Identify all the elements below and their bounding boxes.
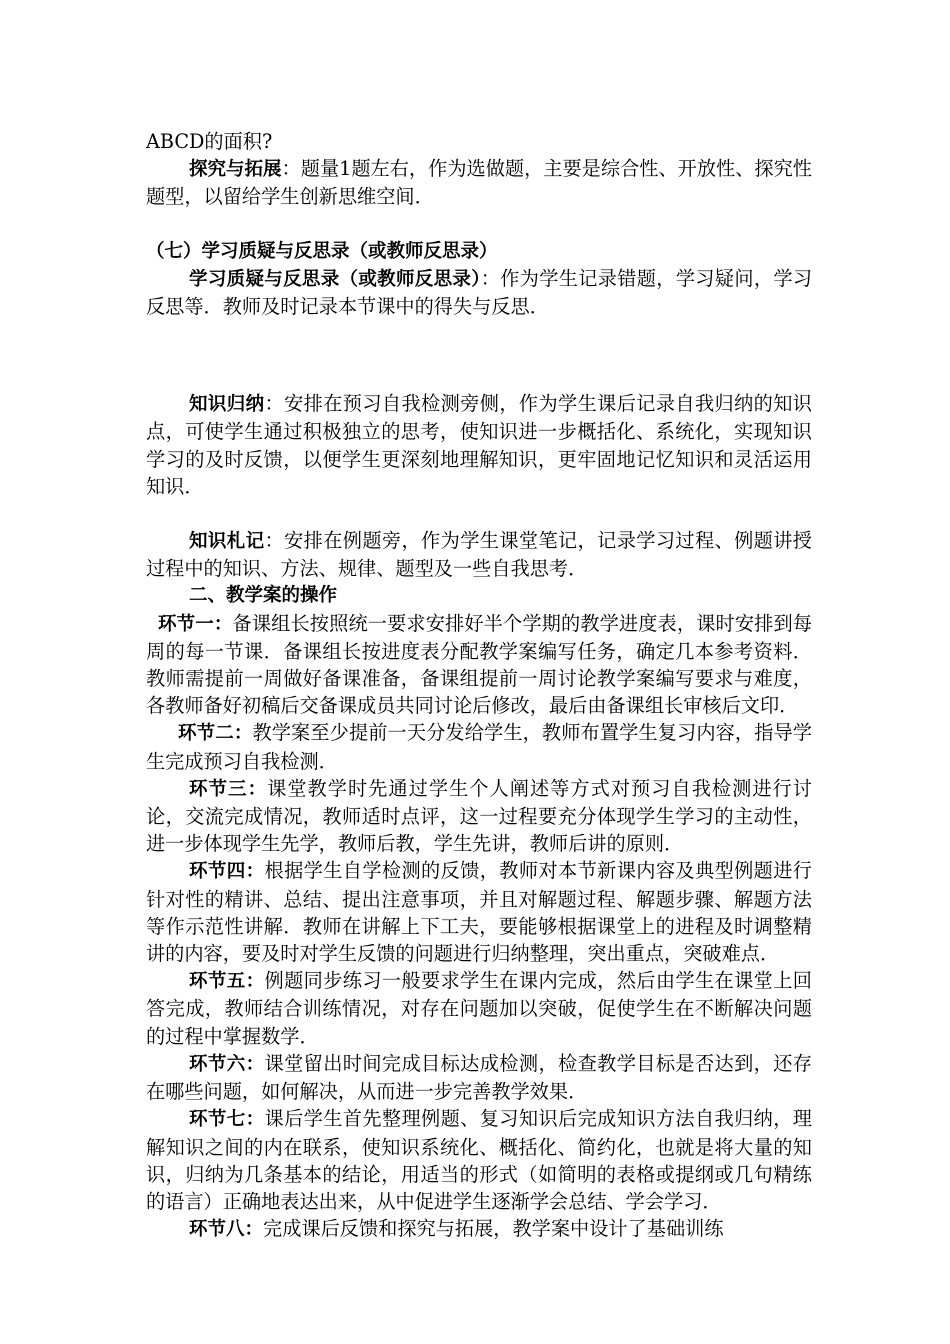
- paragraph-step-6: [146, 1050, 812, 1105]
- paragraph-step-3: [146, 775, 812, 858]
- paragraph-text: 题量1题左右，作为选做题，主要是综合性、开放性、探究性题型，以留给学生创新思维空间．: [146, 157, 812, 209]
- paragraph-text: 课堂留出时间完成目标达成检测，检查教学目标是否达到，还存在哪些问题，如何解决，从而进一步完善教学效果．: [146, 1051, 812, 1104]
- paragraph-step-1: [146, 610, 812, 720]
- paragraph-text: 作为学生记录错题，学习疑问，学习反思等．教师及时记录本节课中的得失与反思．: [146, 266, 813, 319]
- step-label: 环节六：: [189, 1053, 265, 1075]
- term-separator: ：: [264, 392, 285, 416]
- paragraph-step-5: [146, 967, 812, 1050]
- step-label: 环节一：: [158, 613, 233, 635]
- paragraph-reflection-record: [146, 265, 812, 320]
- term-label: 知识归纳: [189, 394, 265, 416]
- paragraph-text: 例题同步练习一般要求学生在课内完成，然后由学生在课堂上回答完成，教师结合训练情况，对存在问题加以突破，促使学生在不断解决问题的过程中掌握数学．: [146, 969, 812, 1048]
- paragraph-knowledge-summary: [146, 390, 812, 500]
- term-label: 探究与拓展: [189, 159, 282, 181]
- paragraph-text: 教学案至少提前一天分发给学生，教师布置学生复习内容，指导学生完成预习自我检测．: [146, 721, 812, 773]
- paragraph-knowledge-notes: [146, 527, 812, 582]
- paragraph-abcd-area: [146, 128, 812, 155]
- paragraph-step-7: [146, 1105, 812, 1215]
- paragraph-text: 课堂教学时先通过学生个人阐述等方式对预习自我检测进行讨论，交流完成情况，教师适时点评，这一过程要充分体现学生学习的主动性，进一步体现学生先学，教师后教，学生先讲，教师后讲的原则．: [146, 776, 812, 856]
- document-page: [146, 128, 812, 1243]
- paragraph-text: 完成课后反馈和探究与拓展，教学案中设计了基础训练: [263, 1217, 724, 1241]
- term-separator: ：: [480, 266, 501, 290]
- step-label: 环节八：: [189, 1219, 264, 1241]
- paragraph-step-8: [146, 1215, 812, 1243]
- term-label: 知识札记: [189, 531, 265, 553]
- step-label: 环节二：: [178, 723, 253, 745]
- step-label: 环节五：: [189, 971, 265, 993]
- step-label: 环节四：: [189, 861, 265, 883]
- term-label: 学习质疑与反思录（或教师反思录）: [189, 268, 481, 290]
- paragraph-text: 课后学生首先整理例题、复习知识后完成知识方法自我归纳，理解知识之间的内在联系，使知识系统化、概括化、简约化，也就是将大量的知识，归纳为几条基本的结论，用适当的形式（如简明的表格或提纲或几句精练的语言）正确地表达出来，从中促进学生逐渐学会总结、学会学习．: [146, 1107, 812, 1213]
- paragraph-explore-extend: [146, 155, 812, 210]
- paragraph-text: 根据学生自学检测的反馈，教师对本节新课内容及典型例题进行针对性的精讲、总结、提出注意事项，并且对解题过程、解题步骤、解题方法等作示范性讲解．教师在讲解上下工夫，要能够根据课堂上的进程及时调整精讲的内容，要及时对学生反馈的问题进行归纳整理，突出重点，突破难点．: [146, 859, 812, 966]
- paragraph-text: 安排在预习自我检测旁侧，作为学生课后记录自我归纳的知识点，可使学生通过积极独立的思考，使知识进一步概括化、系统化，实现知识学习的及时反馈，以便学生更深刻地理解知识，更牢固地记忆知识和灵活运用知识．: [146, 392, 812, 498]
- paragraph-step-2: [146, 719, 812, 774]
- section-heading-7: （七）学习质疑与反思录（或教师反思录）: [146, 240, 498, 262]
- paragraph-text: 备课组长按照统一要求安排好半个学期的教学进度表，课时安排到每周的每一节课．备课组长按进度表分配教学案编写任务，确定几本参考资料．教师需提前一周做好备课准备，备课组提前一周讨论教学案编写要求与难度，各教师备好初稿后交备课成员共同讨论后修改，最后由备课组长审核后文印．: [146, 611, 812, 718]
- section-heading-2: 二、教学案的操作: [189, 585, 338, 607]
- paragraph-text: 安排在例题旁，作为学生课堂笔记，记录学习过程、例题讲授过程中的知识、方法、规律、题型及一些自我思考．: [146, 529, 812, 581]
- paragraph-step-4: [146, 857, 812, 967]
- term-separator: ：: [281, 157, 301, 181]
- paragraph-text: ABCD的面积?: [146, 130, 273, 153]
- step-label: 环节三：: [189, 778, 268, 800]
- step-label: 环节七：: [189, 1109, 265, 1131]
- term-separator: ：: [264, 529, 285, 553]
